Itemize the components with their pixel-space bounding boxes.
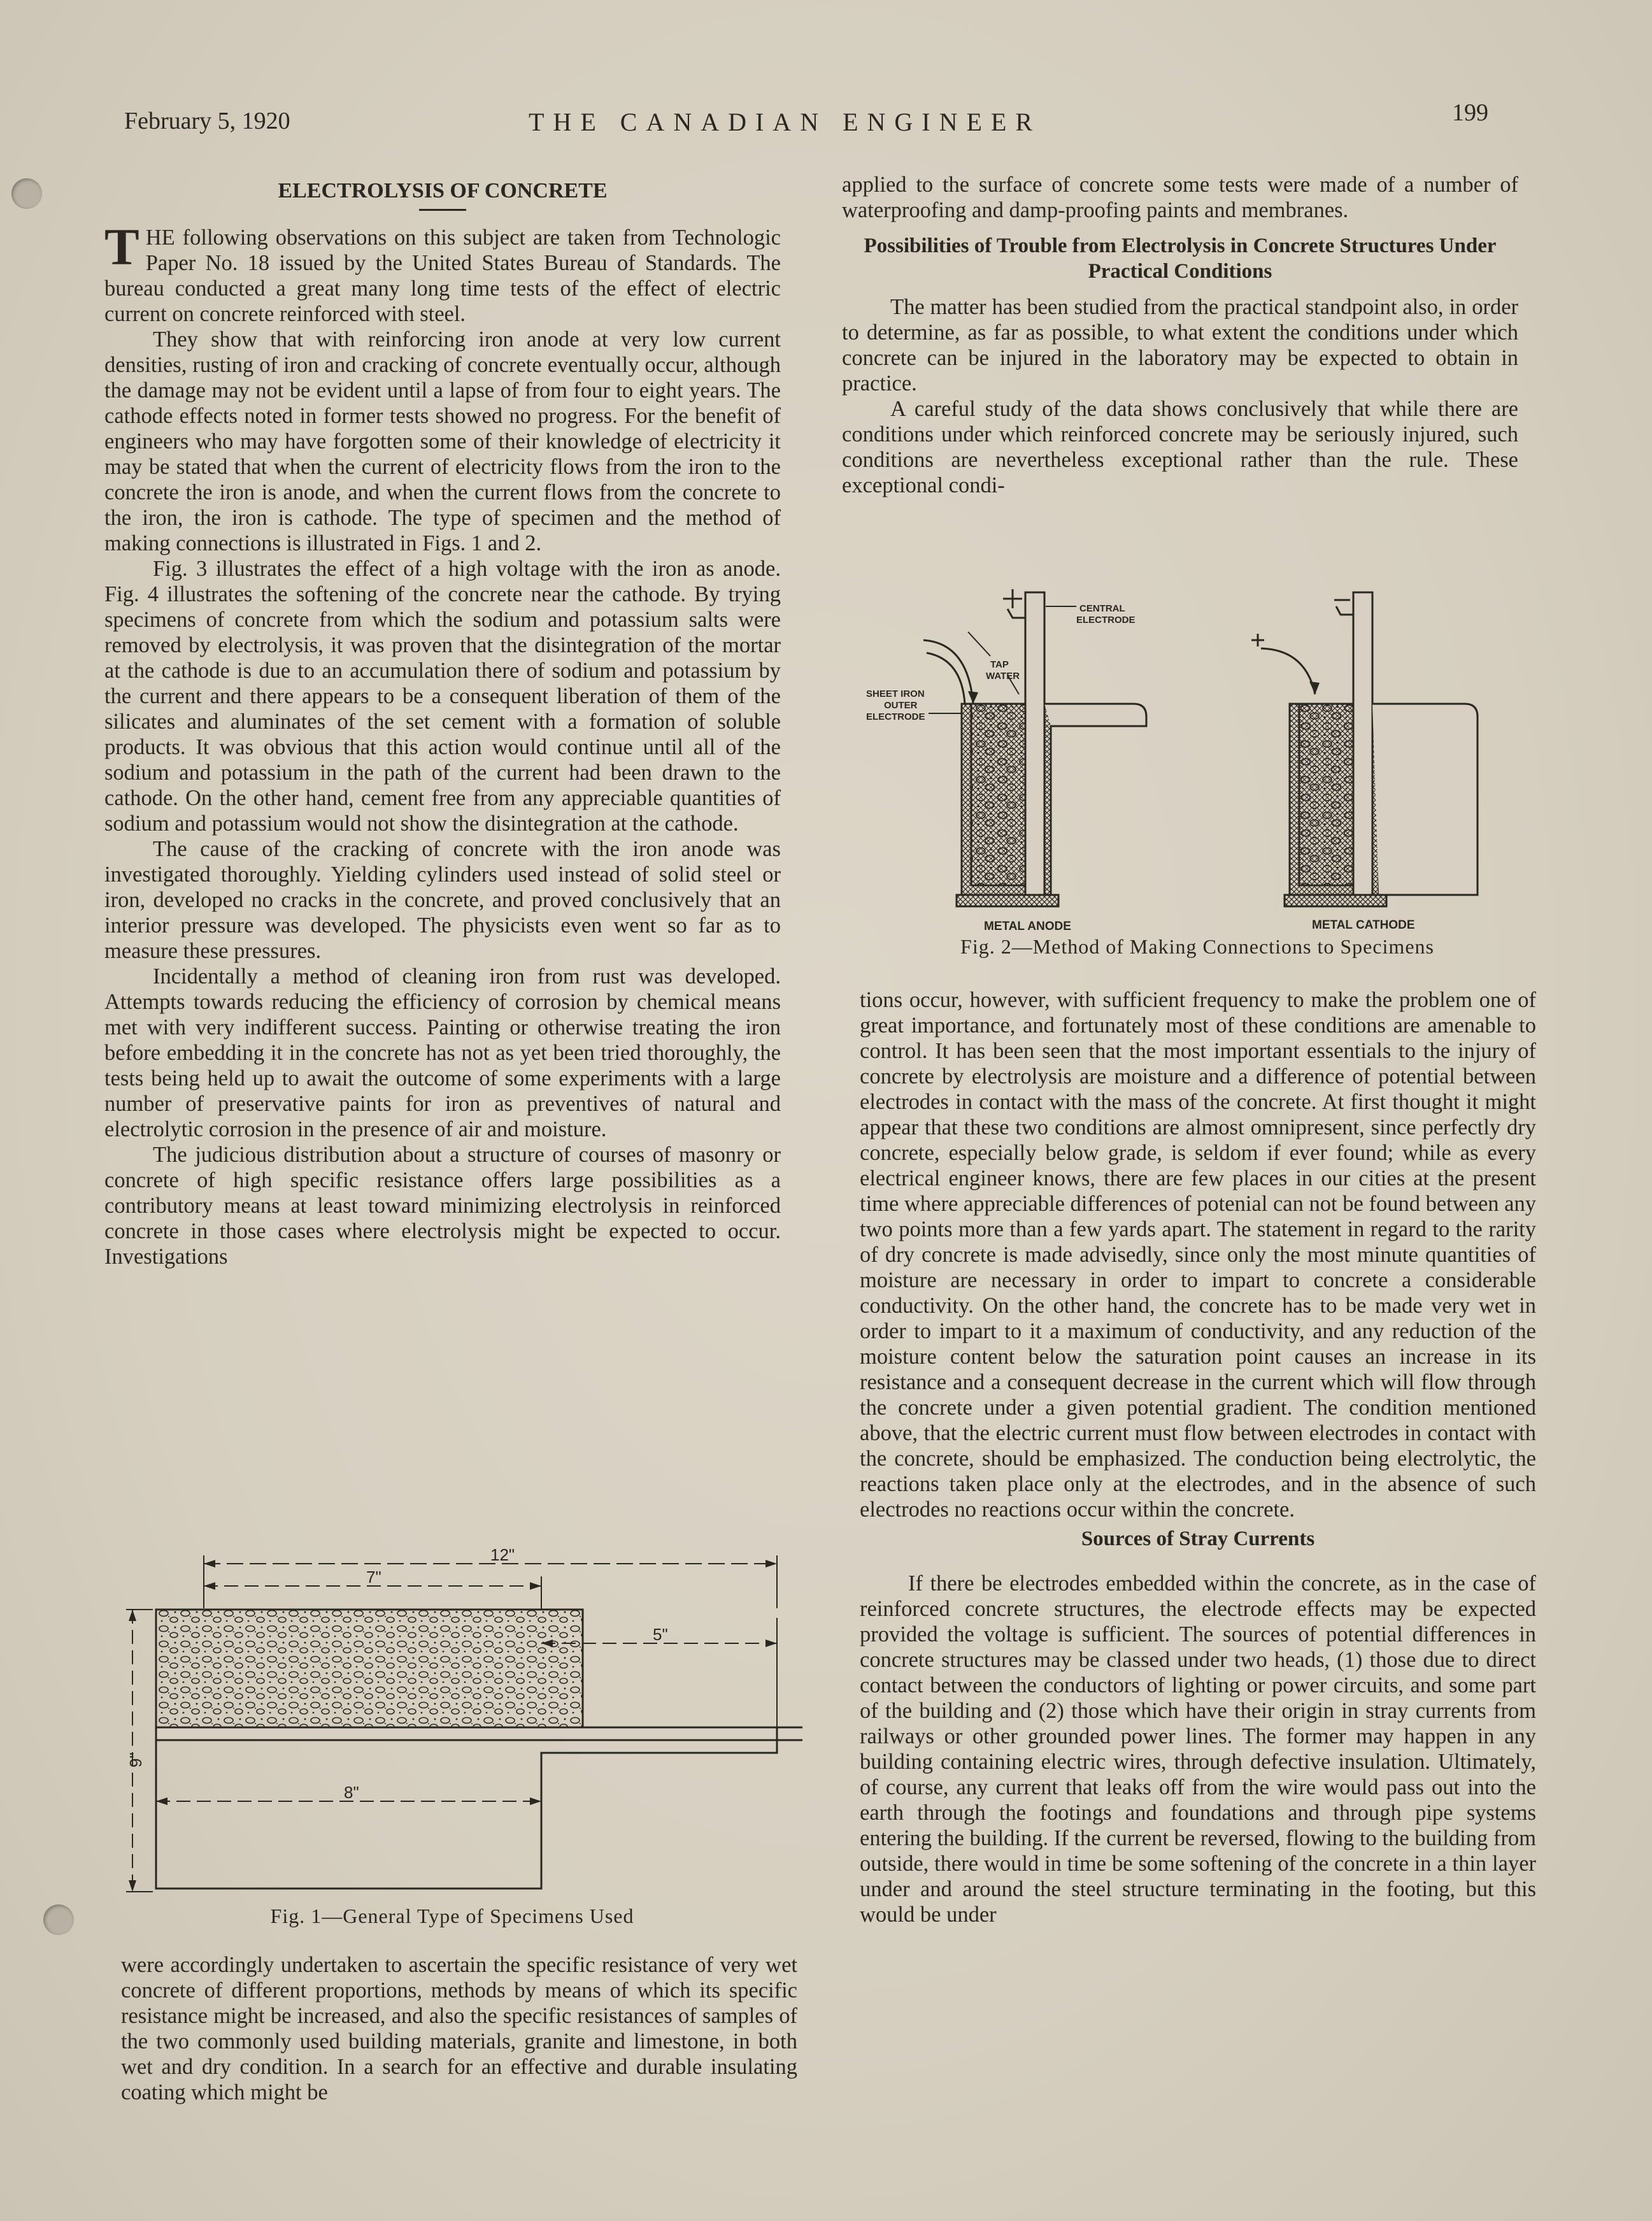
figure-label: METAL ANODE: [984, 920, 1071, 933]
figure-label: CENTRAL: [1079, 603, 1125, 614]
paragraph: THE following observations on this subject are taken from Technologic Paper No. 18 issued by the United States Bureau of Standards. The bureau conducted a great many long time tests of the effect of electric current on concrete reinforced with steel.: [104, 218, 781, 326]
figure-label: ELECTRODE: [866, 711, 925, 722]
journal-title: THE CANADIAN ENGINEER: [529, 108, 1042, 136]
figure-label: METAL CATHODE: [1312, 918, 1415, 932]
dim-label: 12": [490, 1548, 515, 1564]
paragraph: tions occur, however, with sufficient frequency to make the problem one of great importance, and fortunately most of these conditions are amenable to control. It has been seen that the most important essentials to the injury of concrete by electrolysis are moisture and a difference of potential between electrodes in contact with the mass of the concrete. At first thought it might appear that these two conditions are almost omnipresent, since perfectly dry concrete, especially below grade, is seldom if ever found; while as every electrical engineer knows, there are few places in our cities at the present time where appreciable differences of potenial can not be found between any two points more than a few yards apart. The statement in regard to the rarity of dry concrete is made advisedly, since only the most minute quantities of moisture are necessary in order to impart to concrete a considerable conductivity. On the other hand, the concrete has to be made very wet in order to impart to it a maximum of conductivity, and any reduction of the moisture content below the saturation point causes an increase in its resistance and a consequent decrease in the current which will flow through the concrete under a given potential gradient. The condition mentioned above, that the electric current must flow between electrodes in contact with the concrete, should be emphasized. The conduction being electrolytic, the reactions taken place only at the electrodes, and in the absence of such electrodes no reactions occur within the concrete.: [860, 988, 1536, 1522]
section-heading: Sources of Stray Currents: [1081, 1527, 1315, 1550]
title-rule: [419, 209, 466, 211]
binding-hole: [43, 1904, 74, 1935]
left-column-bottom: [121, 1952, 797, 2105]
paragraph: A careful study of the data shows conclusively that while there are conditions under which reinforced concrete may be seriously injured, such conditions are nevertheless exceptional rather than the rule. These exceptional condi-: [842, 397, 1518, 497]
figure-label: OUTER: [884, 700, 918, 711]
paragraph: were accordingly undertaken to ascertain the specific resistance of very wet concrete of different proportions, methods by means of which its specific resistance might be increased, and also the specific resistances of samples of the two commonly used building materials, granite and limestone, in both wet and dry condition. In a search for an effective and durable insulating coating which might be: [121, 1953, 797, 2104]
dim-label: 7": [366, 1568, 381, 1587]
paragraph: applied to the surface of concrete some tests were made of a number of waterproofing and damp-proofing paints and membranes.: [842, 173, 1518, 222]
figure-label: ELECTRODE: [1076, 615, 1136, 625]
dim-label: 8": [344, 1783, 359, 1802]
figure-1-drawing: [115, 1548, 802, 1904]
figure-2-drawing: [866, 561, 1541, 943]
paragraph: They show that with reinforcing iron anode at very low current densities, rusting of iron and cracking of concrete eventually occur, although the damage may not be evident until a lapse of from four to eight years. The cathode effects noted in former tests showed no progress. For the benefit of engineers who may have forgotten some of their knowledge of electricity it may be stated that when the current of electricity flows from the iron to the concrete the iron is anode, and when the current flows from the concrete to the iron, the iron is cathode. The type of specimen and the method of making connections is illustrated in Figs. 1 and 2.: [104, 327, 781, 555]
page-number: 199: [1452, 99, 1488, 126]
figure-2-caption: Fig. 2—Method of Making Connections to Specimens: [960, 935, 1434, 958]
binding-hole: [11, 178, 42, 209]
dim-label: 5": [653, 1625, 668, 1644]
right-column-bottom: [860, 987, 1536, 1927]
right-column-top: [842, 172, 1518, 498]
dim-label: 9": [126, 1752, 145, 1768]
paragraph: Incidentally a method of cleaning iron from rust was developed. Attempts towards reducing the efficiency of corrosion by chemical means met with very indifferent success. Painting or otherwise treating the iron before embedding it in the concrete has not as yet been tried thoroughly, the tests being held up to await the outcome of some experiments with a large number of preservative paints for iron as preventives of natural and electrolytic corrosion in the presence of air and moisture.: [104, 964, 781, 1141]
issue-date: February 5, 1920: [124, 108, 290, 134]
left-column-top: [104, 178, 781, 1269]
figure-1-caption: Fig. 1—General Type of Specimens Used: [270, 1904, 634, 1927]
figure-label: TAP: [990, 659, 1009, 670]
paragraph: The judicious distribution about a structure of courses of masonry or concrete of high specific resistance offers large possibilities as a contributory means at least toward minimizing electrolysis in reinforced concrete in those cases where electrolysis might be expected to occur. Investigations: [104, 1143, 781, 1269]
paragraph: If there be electrodes embedded within the concrete, as in the case of reinforced concrete structures, the electrode effects may be expected provided the voltage is sufficient. The sources of potential differences in concrete structures may be classed under two heads, (1) those due to direct contact between the conductors of lighting or power circuits, and some part of the building and (2) those which have their origin in stray currents from railways or other grounded power lines. The former may happen in any building containing electric wires, through defective insulation. Ultimately, of course, any current that leaks off from the wire would pass out into the earth through the footings and foundations and through pipe systems entering the building. If the current be reversed, flowing to the building from outside, there would in time be some softening of the concrete in a thin layer under and around the steel structure terminating in the footing, but this would be under: [860, 1571, 1536, 1927]
article-title: ELECTROLYSIS OF CONCRETE: [278, 179, 608, 203]
drop-cap: T: [104, 218, 139, 276]
paragraph: The cause of the cracking of concrete with the iron anode was investigated thoroughly. Yielding cylinders used instead of solid steel or iron, developed no cracks in the concrete, and proved conclusively that an interior pressure was developed. The physicists even went so far as to measure these pressures.: [104, 837, 781, 963]
figure-label: SHEET IRON: [866, 689, 925, 699]
paragraph: The matter has been studied from the practical standpoint also, in order to determine, as far as possible, to what extent the conditions under which concrete can be injured in the laboratory may be expected to obtain in practice.: [842, 295, 1518, 396]
paragraph: Fig. 3 illustrates the effect of a high voltage with the iron as anode. Fig. 4 illustrates the softening of the concrete near the cathode. By trying specimens of concrete from which the sodium and potassium salts were removed by electrolysis, it was proven that the disintegration of the mortar at the cathode is due to an accumulation there of sodium and potassium by the current and there appears to be a consequent liberation of them of the silicates and aluminates of the set cement with a formation of soluble products. It was obvious that this action would continue until all of the sodium and potassium in the path of the current had been drawn to the cathode. On the other hand, cement free from any appreciable quantities of sodium and potassium would not show the disintegration at the cathode.: [104, 557, 781, 836]
figure-label: WATER: [986, 671, 1020, 682]
section-heading: Possibilities of Trouble from Electrolysis in Concrete Structures Under Practical Conditions: [864, 234, 1497, 283]
